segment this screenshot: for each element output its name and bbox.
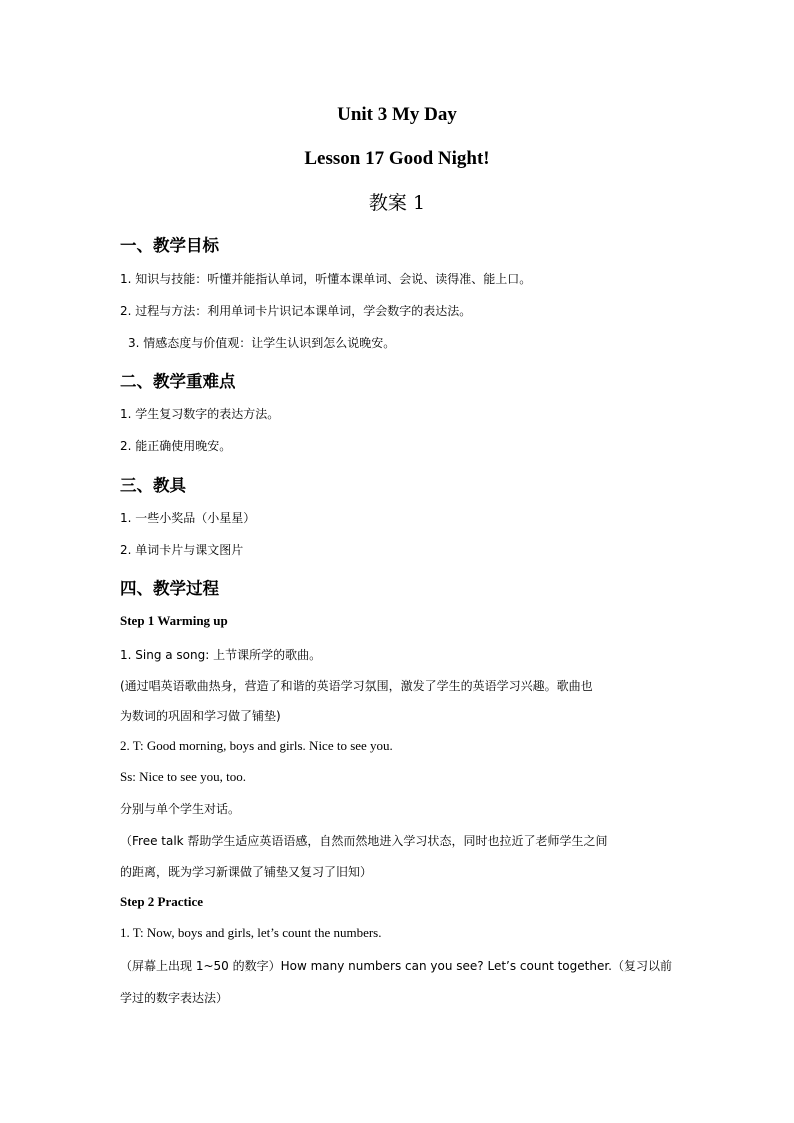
objective-item: 2. 过程与方法：利用单词卡片识记本课单词，学会数字的表达法。: [120, 304, 472, 318]
step-line: 的距离，既为学习新课做了铺垫又复习了旧知）: [120, 865, 373, 879]
aid-item: 2. 单词卡片与课文图片: [120, 543, 244, 557]
step-title: Step 2 Practice: [120, 894, 204, 909]
plan-title: 教案 1: [368, 192, 426, 214]
step-line: （屏幕上出现 1~50 的数字）How many numbers can you see? Let’s count together.（复习以前: [120, 959, 672, 973]
step-line: 1. T: Now, boys and girls, let’s count the numbers.: [120, 925, 382, 940]
lesson-title: Lesson 17 Good Night!: [304, 148, 490, 169]
step-line: （Free talk 帮助学生适应英语语感，自然而然地进入学习状态，同时也拉近了老师学生之间: [120, 834, 608, 848]
section-heading-process: 四、教学过程: [120, 579, 219, 598]
step-line: (通过唱英语歌曲热身，营造了和谐的英语学习氛围，激发了学生的英语学习兴趣。歌曲也: [120, 679, 593, 693]
unit-title: Unit 3 My Day: [337, 104, 457, 125]
step-line: 为数词的巩固和学习做了铺垫): [120, 709, 281, 723]
section-heading-objectives: 一、教学目标: [120, 236, 219, 255]
objective-item: 3. 情感态度与价值观：让学生认识到怎么说晚安。: [128, 336, 396, 350]
step-line: 分别与单个学生对话。: [120, 802, 241, 816]
section-heading-aids: 三、教具: [120, 476, 186, 495]
aid-item: 1. 一些小奖品（小星星）: [120, 511, 256, 525]
section-heading-key-points: 二、教学重难点: [120, 372, 236, 391]
objective-item: 1. 知识与技能：听懂并能指认单词，听懂本课单词、会说、读得准、能上口。: [120, 272, 532, 286]
step-title: Step 1 Warming up: [120, 613, 228, 628]
key-point-item: 2. 能正确使用晚安。: [120, 439, 232, 453]
step-line: 1. Sing a song: 上节课所学的歌曲。: [120, 648, 322, 662]
step-line: Ss: Nice to see you, too.: [120, 769, 247, 784]
key-point-item: 1. 学生复习数字的表达方法。: [120, 407, 280, 421]
step-line: 2. T: Good morning, boys and girls. Nice to see you.: [120, 738, 393, 753]
step-line: 学过的数字表达法）: [120, 991, 229, 1005]
